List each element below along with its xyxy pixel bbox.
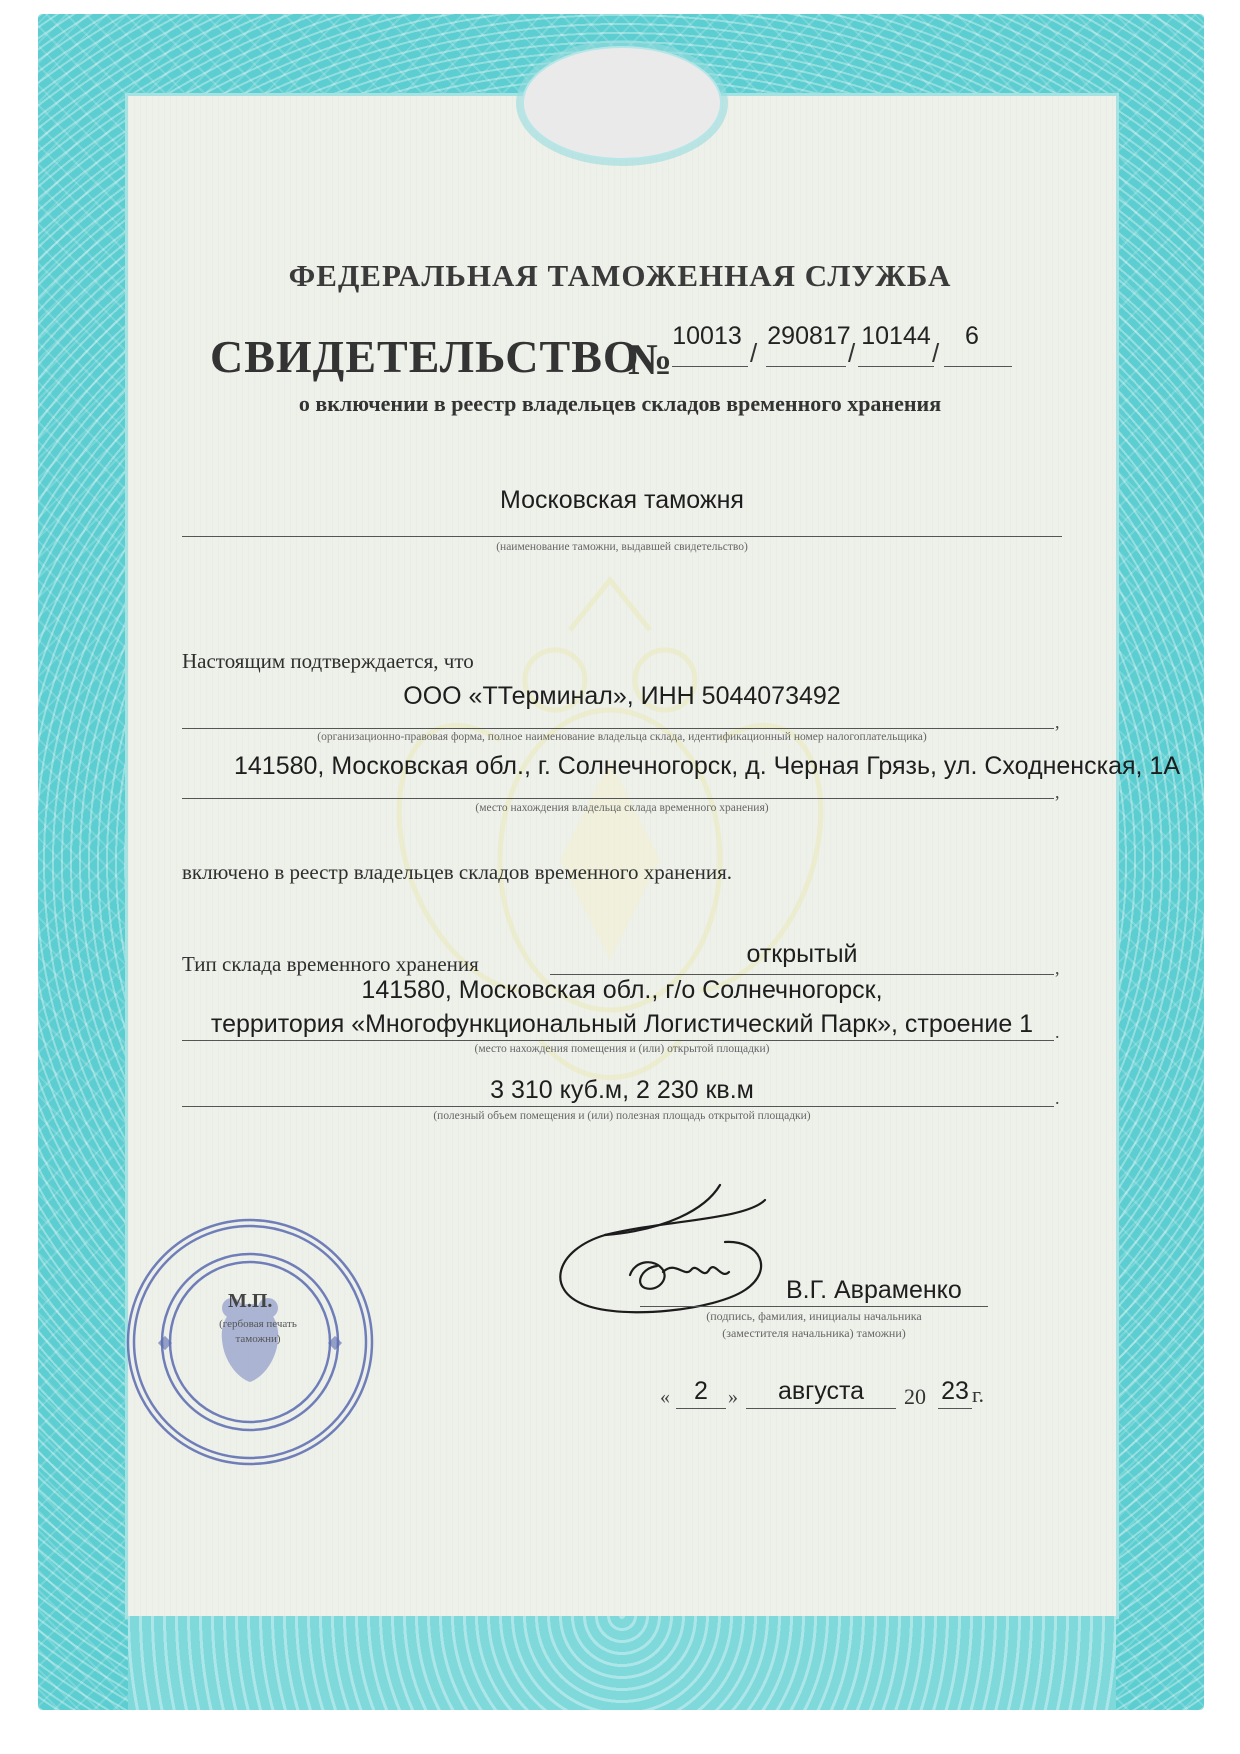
number-part: 10144: [861, 322, 931, 350]
bottom-guilloche-band: [128, 1616, 1116, 1710]
number-separator: /: [932, 338, 940, 368]
number-underline: [766, 366, 846, 367]
date-suffix: г.: [972, 1382, 985, 1407]
number-underline: [858, 366, 934, 367]
issuer-underline: [182, 536, 1062, 537]
issuer-caption: (наименование таможни, выдавшей свидетельство): [496, 541, 748, 553]
signature-underline: [640, 1306, 988, 1307]
owner-caption: (организационно-правовая форма, полное наименование владельца склада, идентификационный номер налогоплательщика): [317, 731, 927, 743]
warehouse-capacity-caption: (полезный объем помещения и (или) полезная площадь открытой площадки): [433, 1110, 811, 1122]
owner-address-caption: (место нахождения владельца склада временного хранения): [475, 802, 769, 814]
date-year-underline: [938, 1408, 972, 1409]
owner-address-underline: [182, 798, 1054, 799]
warehouse-capacity-period: .: [1055, 1088, 1060, 1108]
signature-caption-line2: (заместителя начальника) таможни): [722, 1326, 906, 1340]
date-close-quote: »: [728, 1386, 738, 1408]
warehouse-type-label: Тип склада временного хранения: [182, 952, 479, 976]
date-month: августа: [777, 1377, 865, 1405]
handwritten-signature-icon: [545, 1180, 785, 1330]
warehouse-type-comma: ,: [1055, 958, 1060, 978]
warehouse-capacity-underline: [182, 1106, 1054, 1107]
warehouse-type-value: открытый: [746, 940, 858, 968]
warehouse-location-line2: территория «Многофункциональный Логистический Парк», строение 1: [210, 1010, 1034, 1038]
owner-value: ООО «ТТерминал», ИНН 5044073492: [403, 682, 841, 710]
warehouse-type-underline: [550, 974, 1054, 975]
warehouse-location-line1: 141580, Московская обл., г/о Солнечногорск,: [361, 976, 883, 1004]
top-medallion: [522, 46, 722, 160]
certificate-subtitle: о включении в реестр владельцев складов временного хранения: [298, 391, 942, 416]
owner-address-comma: ,: [1055, 782, 1060, 802]
certificate-title: СВИДЕТЕЛЬСТВО: [210, 331, 640, 382]
date-day-underline: [676, 1408, 726, 1409]
warehouse-location-period: .: [1055, 1022, 1060, 1042]
confirmation-intro: Настоящим подтверждается, что: [182, 649, 474, 673]
mp-label: М.П.: [228, 1290, 273, 1312]
warehouse-location-underline: [182, 1040, 1054, 1041]
owner-comma: ,: [1055, 712, 1060, 732]
number-separator: /: [848, 338, 856, 368]
warehouse-capacity-value: 3 310 куб.м, 2 230 кв.м: [490, 1076, 754, 1104]
date-month-underline: [746, 1408, 896, 1409]
number-separator: /: [750, 338, 758, 368]
number-sign: №: [628, 335, 673, 384]
owner-address-value: 141580, Московская обл., г. Солнечногорск, д. Черная Грязь, ул. Сходненская, 1А: [234, 752, 1180, 780]
included-statement: включено в реестр владельцев складов временного хранения.: [182, 860, 733, 884]
issuer-value: Московская таможня: [500, 486, 744, 514]
mp-caption-line1: (гербовая печать: [219, 1318, 297, 1330]
number-part: 6: [965, 322, 979, 350]
mp-caption-line2: таможни): [235, 1333, 281, 1345]
signature-caption-line1: (подпись, фамилия, инициалы начальника: [706, 1309, 922, 1323]
owner-underline: [182, 728, 1054, 729]
date-century: 20: [904, 1384, 926, 1409]
number-underline: [672, 366, 748, 367]
date-open-quote: «: [660, 1386, 670, 1408]
signatory-name: В.Г. Авраменко: [786, 1276, 962, 1304]
date-year: 23: [941, 1377, 969, 1405]
warehouse-location-caption: (место нахождения помещения и (или) открытой площадки): [474, 1043, 770, 1055]
date-day: 2: [694, 1377, 708, 1405]
organization-title: ФЕДЕРАЛЬНАЯ ТАМОЖЕННАЯ СЛУЖБА: [288, 258, 952, 293]
number-part: 290817: [767, 322, 851, 350]
number-part: 10013: [672, 322, 742, 350]
number-underline: [944, 366, 1012, 367]
